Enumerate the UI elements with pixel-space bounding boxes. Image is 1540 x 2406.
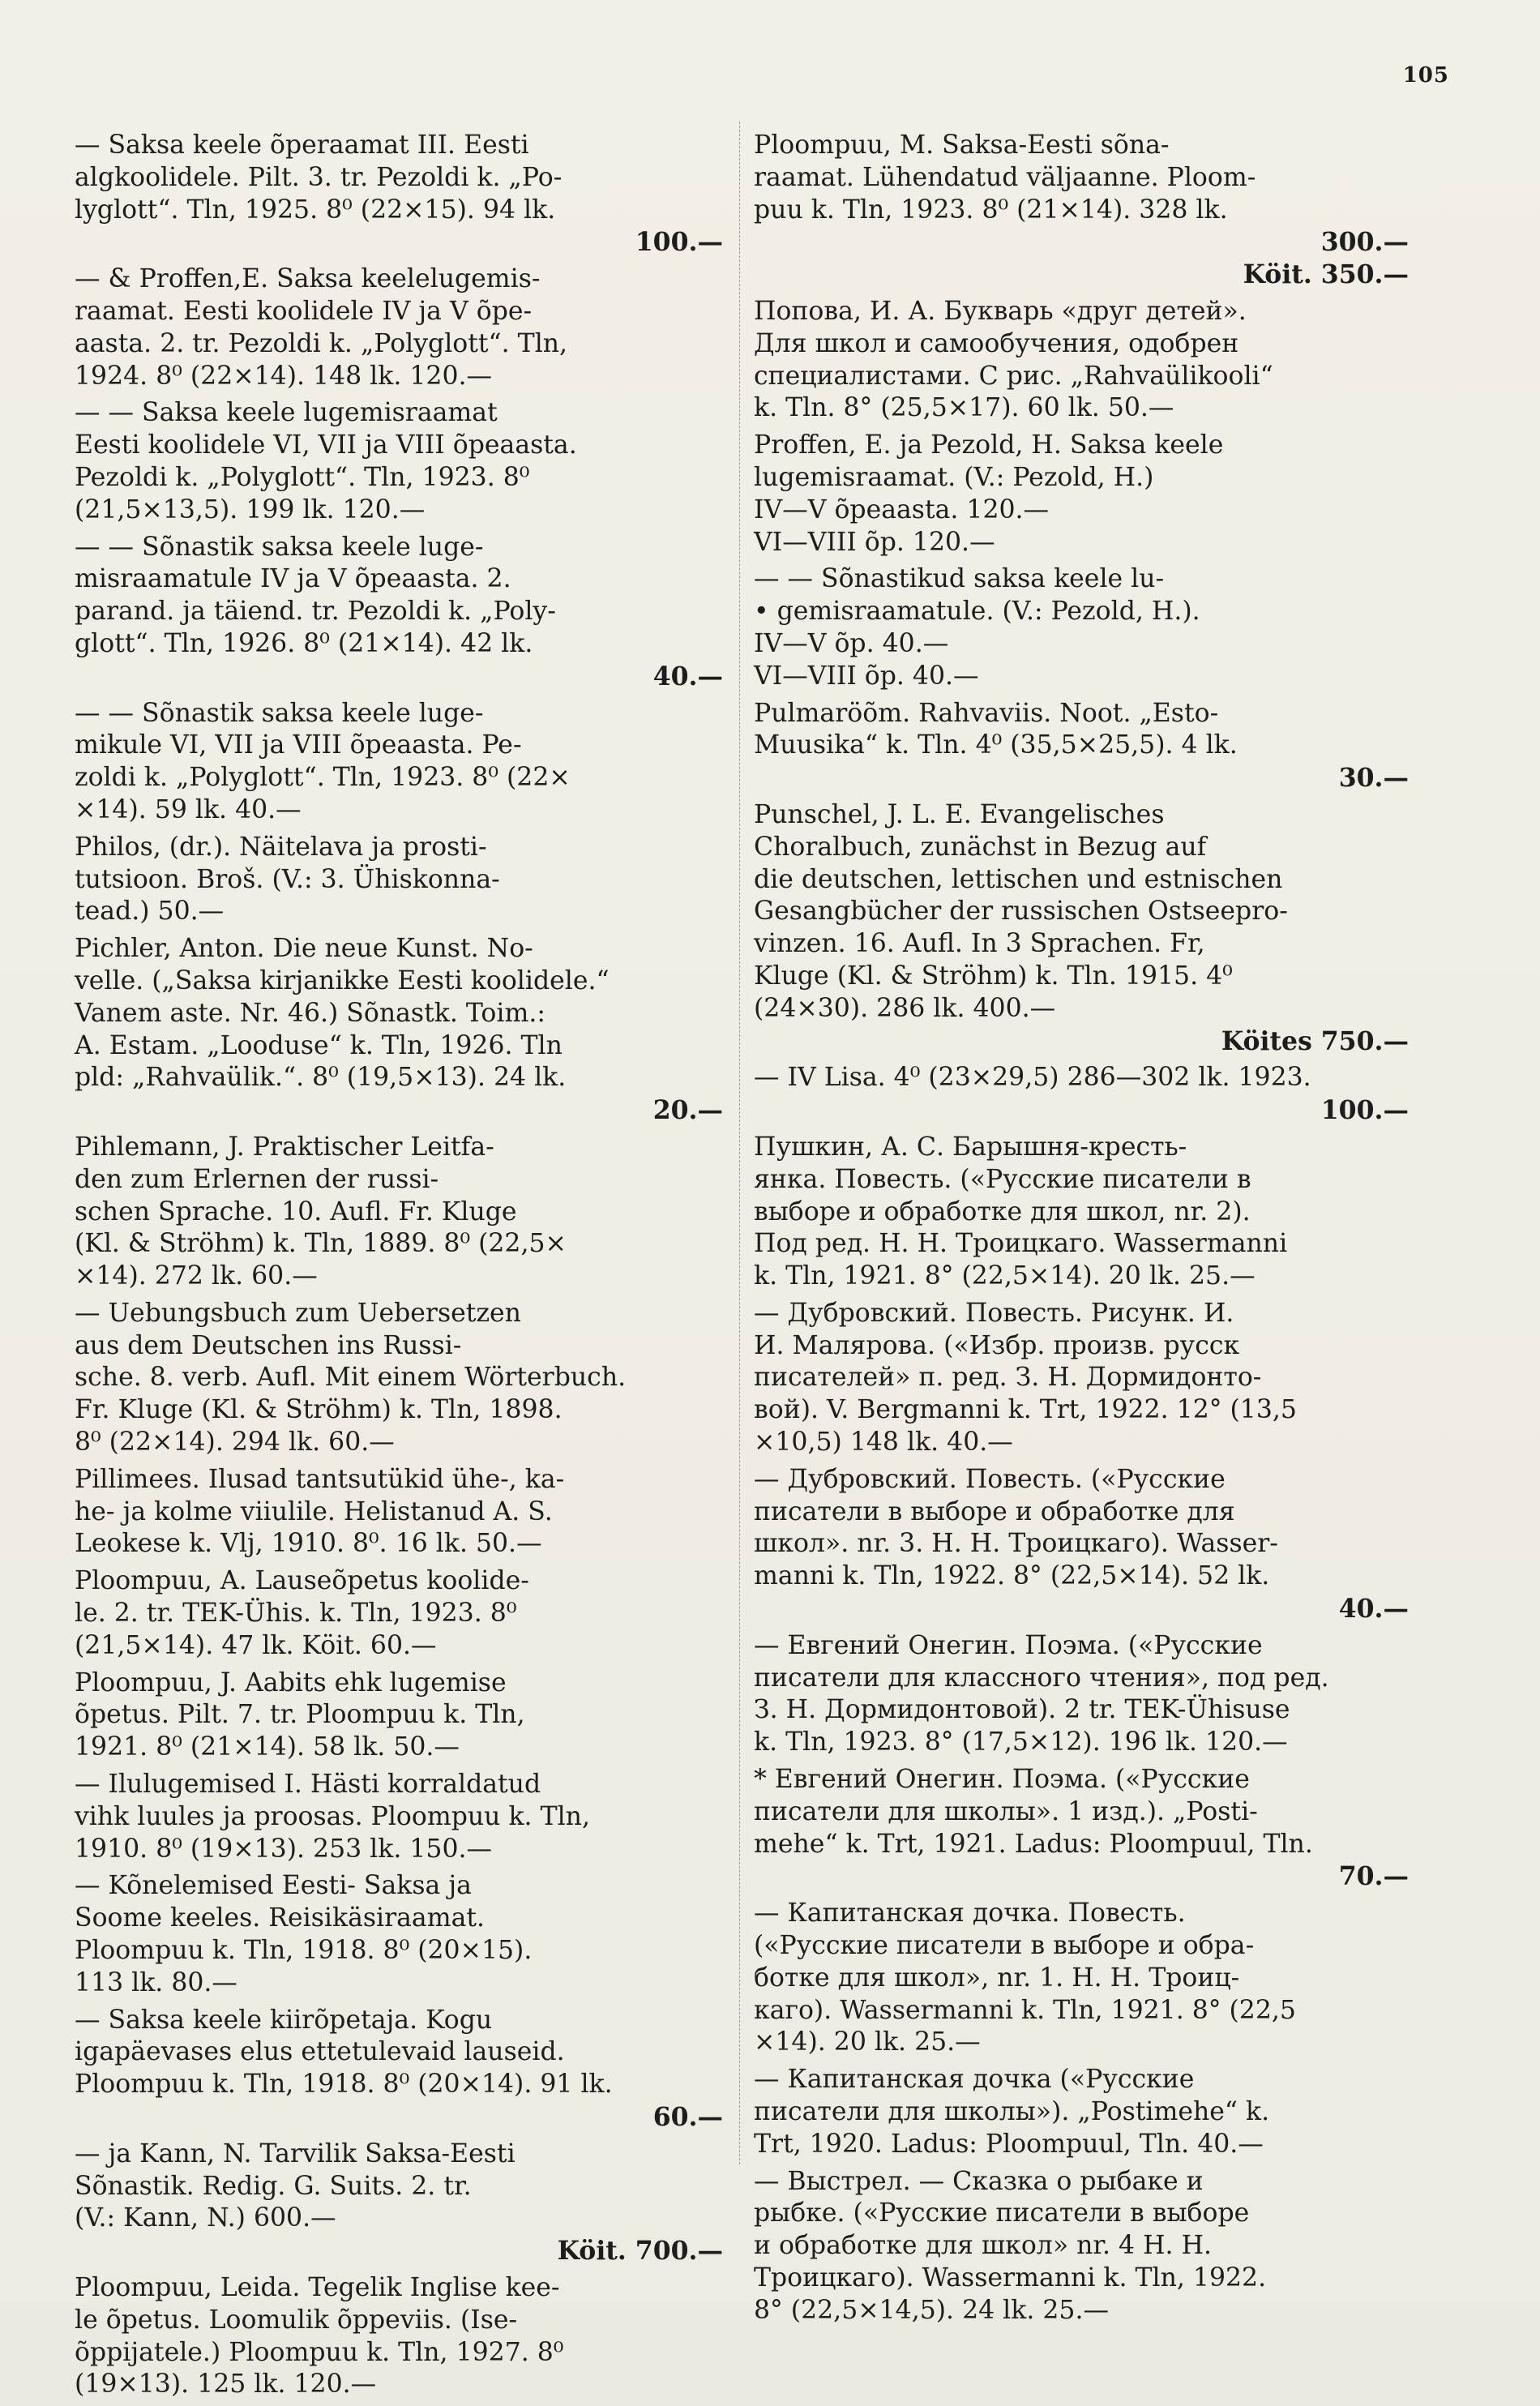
column-divider bbox=[739, 122, 740, 2164]
entry-line: Ploompuu k. Tln, 1918. 8⁰ (20×14). 91 lk. bbox=[75, 2070, 613, 2100]
entry-line: (21,5×14). 47 lk. Köit. 60.— bbox=[75, 1630, 437, 1660]
entry-line: — Ilulugemised I. Hästi korraldatud bbox=[75, 1770, 541, 1800]
entry-line: («Русские писатели в выборе и обра- bbox=[754, 1931, 1255, 1961]
entry-line: — Uebungsbuch zum Uebersetzen bbox=[75, 1298, 521, 1328]
entry-line: Троицкаго). Wassermanni k. Tln, 1922. bbox=[754, 2263, 1267, 2293]
entry-price: 60.— bbox=[652, 2102, 723, 2133]
catalog-entry bbox=[754, 1464, 1409, 1625]
entry-line: k. Tln, 1923. 8° (17,5×12). 196 lk. 120.— bbox=[754, 1727, 1288, 1757]
catalog-entry bbox=[75, 698, 723, 827]
entry-line: — — Sõnastikud saksa keele lu- bbox=[754, 564, 1165, 594]
entry-line: (V.: Kann, N.) 600.— bbox=[75, 2203, 336, 2233]
catalog-entry bbox=[754, 1898, 1409, 2059]
entry-line: Trt, 1920. Ladus: Ploompuul, Tln. 40.— bbox=[754, 2129, 1264, 2159]
entry-line: Philos, (dr.). Näitelava ja prosti- bbox=[75, 832, 487, 862]
entry-line: Pezoldi k. „Polyglott“. Tln, 1923. 8⁰ bbox=[75, 462, 530, 492]
entry-line: — Выстрел. — Сказка о рыбаке и bbox=[754, 2166, 1204, 2196]
entry-price: 30.— bbox=[1338, 763, 1409, 794]
entry-line: lyglott“. Tln, 1925. 8⁰ (22×15). 94 lk. bbox=[75, 195, 556, 225]
entry-line: õpetus. Pilt. 7. tr. Ploompuu k. Tln, bbox=[75, 1700, 525, 1730]
entry-line: — Saksa keele õperaamat III. Eesti bbox=[75, 131, 529, 160]
catalog-entry bbox=[75, 397, 723, 526]
entry-line: янка. Повесть. («Русские писатели в bbox=[754, 1164, 1251, 1194]
entry-price: 100.— bbox=[1320, 1095, 1409, 1126]
entry-line: — Дубровский. Повесть. Рисунк. И. bbox=[754, 1298, 1234, 1328]
catalog-entry bbox=[754, 1298, 1409, 1459]
entry-line: igapäevases elus ettetulevaid lauseid. bbox=[75, 2037, 565, 2067]
entry-line: выборе и обработке для школ, nr. 2). bbox=[754, 1197, 1251, 1227]
entry-line: raamat. Lühendatud väljaanne. Ploom- bbox=[754, 162, 1256, 192]
entry-line: Ploompuu, J. Aabits ehk lugemise bbox=[75, 1668, 507, 1697]
catalog-entry bbox=[75, 1870, 723, 1999]
entry-line: vihk luules ja proosas. Ploompuu k. Tln, bbox=[75, 1801, 590, 1831]
entry-line: raamat. Eesti koolidele IV ja V õpe- bbox=[75, 296, 533, 326]
catalog-entry bbox=[75, 2272, 723, 2401]
entry-line: Muusika“ k. Tln. 4⁰ (35,5×25,5). 4 lk. bbox=[754, 730, 1238, 760]
entry-line: aus dem Deutschen ins Russi- bbox=[75, 1330, 462, 1360]
entry-line: — Капитанская дочка. Повесть. bbox=[754, 1899, 1186, 1929]
entry-line: — IV Lisa. 4⁰ (23×29,5) 286—302 lk. 1923. bbox=[754, 1063, 1311, 1093]
catalog-entry bbox=[75, 1668, 723, 1764]
entry-line: Пушкин, А. С. Барышня-кресть- bbox=[754, 1132, 1187, 1162]
entry-line: писатели для школы». 1 изд.). „Posti- bbox=[754, 1796, 1258, 1826]
entry-line: — — Saksa keele lugemisraamat bbox=[75, 398, 498, 428]
catalog-entry bbox=[75, 1769, 723, 1865]
catalog-entry bbox=[754, 1764, 1409, 1893]
entry-line: lugemisraamat. (V.: Pezold, H.) bbox=[754, 462, 1154, 492]
entry-line: (24×30). 286 lk. 400.— bbox=[754, 993, 1056, 1023]
entry-line: — Дубровский. Повесть. («Русские bbox=[754, 1464, 1226, 1494]
entry-line: Vanem aste. Nr. 46.) Sõnastk. Toim.: bbox=[75, 998, 545, 1028]
entry-line: — Saksa keele kiirõpetaja. Kogu bbox=[75, 2005, 493, 2035]
entry-line: IV—V õp. 40.— bbox=[754, 628, 949, 658]
entry-price: 70.— bbox=[1338, 1861, 1409, 1892]
catalog-entry bbox=[75, 263, 723, 392]
entry-line: schen Sprache. 10. Aufl. Fr. Kluge bbox=[75, 1197, 517, 1227]
catalog-entry bbox=[754, 1062, 1409, 1127]
entry-line: le. 2. tr. TEK-Ühis. k. Tln, 1923. 8⁰ bbox=[75, 1599, 517, 1629]
entry-line: den zum Erlernen der russi- bbox=[75, 1164, 439, 1194]
entry-line: Fr. Kluge (Kl. & Ströhm) k. Tln, 1898. bbox=[75, 1395, 563, 1425]
entry-line: Gesangbücher der russischen Ostseepro- bbox=[754, 897, 1288, 927]
entry-price: 300.— bbox=[1320, 227, 1409, 258]
entry-line: Ploompuu, M. Saksa-Eesti sõna- bbox=[754, 131, 1170, 160]
entry-line: sche. 8. verb. Aufl. Mit einem Wörterbuch. bbox=[75, 1363, 627, 1393]
entry-line: 1924. 8⁰ (22×14). 148 lk. 120.— bbox=[75, 361, 492, 391]
entry-line: — & Proffen,E. Saksa keelelugemis- bbox=[75, 264, 541, 294]
entry-line: * Евгений Онегин. Поэма. («Русские bbox=[754, 1765, 1250, 1795]
entry-line: parand. ja täiend. tr. Pezoldi k. „Poly- bbox=[75, 597, 556, 627]
entry-price: Köit. 350.— bbox=[1243, 259, 1409, 290]
entry-line: — — Sõnastik saksa keele luge- bbox=[75, 698, 484, 728]
catalog-entry bbox=[75, 1132, 723, 1293]
entry-line: Choralbuch, zunächst in Bezug auf bbox=[754, 832, 1207, 862]
entry-line: mikule VI, VII ja VIII õpeaasta. Pe- bbox=[75, 730, 522, 760]
entry-line: и обработке для школ» nr. 4 Н. Н. bbox=[754, 2231, 1213, 2261]
catalog-entry bbox=[754, 698, 1409, 794]
entry-line: Sõnastik. Redig. G. Suits. 2. tr. bbox=[75, 2171, 472, 2201]
entry-line: писатели для классного чтения», под ред. bbox=[754, 1663, 1329, 1693]
entry-line: ботке для школ», nr. 1. Н. Н. Троиц- bbox=[754, 1963, 1240, 1993]
entry-line: mehe“ k. Trt, 1921. Ladus: Ploompuul, Tln. bbox=[754, 1829, 1313, 1859]
entry-line: Под ред. Н. Н. Троицкаго. Wassermanni bbox=[754, 1229, 1288, 1259]
entry-line: 8⁰ (22×14). 294 lk. 60.— bbox=[75, 1428, 395, 1458]
entry-line: Kluge (Kl. & Ströhm) k. Tln. 1915. 4⁰ bbox=[754, 961, 1233, 991]
right-column bbox=[754, 130, 1409, 2332]
entry-line: Proffen, E. ja Pezold, H. Saksa keele bbox=[754, 430, 1224, 460]
entry-line: • gemisraamatule. (V.: Pezold, H.). bbox=[754, 597, 1200, 627]
catalog-entry bbox=[75, 2138, 723, 2267]
catalog-entry bbox=[75, 933, 723, 1127]
catalog-entry bbox=[754, 2166, 1409, 2327]
entry-line: puu k. Tln, 1923. 8⁰ (21×14). 328 lk. bbox=[754, 195, 1228, 225]
catalog-entry bbox=[754, 296, 1409, 425]
entry-line: — ja Kann, N. Tarvilik Saksa-Eesti bbox=[75, 2138, 515, 2168]
entry-line: Pihlemann, J. Praktischer Leitfa- bbox=[75, 1132, 494, 1162]
entry-line: VI—VIII õp. 40.— bbox=[754, 661, 979, 691]
entry-line: Ploompuu, A. Lauseõpetus koolide- bbox=[75, 1566, 529, 1596]
catalog-entry bbox=[75, 832, 723, 928]
entry-line: — — Sõnastik saksa keele luge- bbox=[75, 532, 484, 562]
entry-line: misraamatule IV ja V õpeaasta. 2. bbox=[75, 564, 511, 594]
entry-line: З. Н. Дормидонтовой). 2 tr. TEK-Ühisuse bbox=[754, 1695, 1290, 1725]
left-column bbox=[75, 130, 723, 2406]
entry-price: 40.— bbox=[1338, 1594, 1409, 1625]
entry-price: 100.— bbox=[635, 227, 723, 258]
catalog-entry bbox=[75, 1298, 723, 1459]
entry-line: manni k. Tln, 1922. 8° (22,5×14). 52 lk. bbox=[754, 1561, 1270, 1591]
catalog-entry bbox=[75, 2005, 723, 2134]
entry-line: (19×13). 125 lk. 120.— bbox=[75, 2370, 377, 2400]
entry-line: (21,5×13,5). 199 lk. 120.— bbox=[75, 494, 426, 524]
entry-line: Pulmaröõm. Rahvaviis. Noot. „Esto- bbox=[754, 698, 1219, 728]
entry-line: Eesti koolidele VI, VII ja VIII õpeaasta. bbox=[75, 430, 577, 460]
entry-line: ×10,5) 148 lk. 40.— bbox=[754, 1428, 1013, 1458]
entry-line: Ploompuu, Leida. Tegelik Inglise kee- bbox=[75, 2273, 560, 2302]
entry-line: И. Малярова. («Избр. произв. русск bbox=[754, 1330, 1240, 1360]
entry-line: 1921. 8⁰ (21×14). 58 lk. 50.— bbox=[75, 1732, 460, 1762]
entry-line: рыбке. («Русские писатели в выборе bbox=[754, 2198, 1250, 2228]
entry-line: 1910. 8⁰ (19×13). 253 lk. 150.— bbox=[75, 1834, 492, 1864]
entry-line: A. Estam. „Looduse“ k. Tln, 1926. Tln bbox=[75, 1030, 563, 1060]
catalog-entry bbox=[75, 1565, 723, 1662]
catalog-entry bbox=[75, 130, 723, 259]
entry-line: 113 lk. 80.— bbox=[75, 1967, 237, 1997]
entry-line: VI—VIII õp. 120.— bbox=[754, 527, 995, 557]
entry-line: (Kl. & Ströhm) k. Tln, 1889. 8⁰ (22,5× bbox=[75, 1229, 567, 1259]
entry-line: õppijatele.) Ploompuu k. Tln, 1927. 8⁰ bbox=[75, 2337, 564, 2367]
entry-line: Pichler, Anton. Die neue Kunst. No- bbox=[75, 934, 533, 964]
page-number: 105 bbox=[1402, 63, 1449, 88]
catalog-entry bbox=[754, 1132, 1409, 1293]
entry-line: algkoolidele. Pilt. 3. tr. Pezoldi k. „Po- bbox=[75, 162, 563, 192]
entry-line: Попова, И. А. Букварь «друг детей». bbox=[754, 296, 1247, 326]
entry-line: le õpetus. Loomulik õppeviis. (Ise- bbox=[75, 2305, 518, 2335]
entry-price: Köites 750.— bbox=[1221, 1025, 1409, 1056]
entry-line: — Евгений Онегин. Поэма. («Русские bbox=[754, 1630, 1263, 1660]
entry-line: — Капитанская дочка («Русские bbox=[754, 2065, 1195, 2095]
entry-line: zoldi k. „Polyglott“. Tln, 1923. 8⁰ (22× bbox=[75, 763, 571, 793]
entry-line: IV—V õpeaasta. 120.— bbox=[754, 494, 1050, 524]
entry-line: die deutschen, lettischen und estnischen bbox=[754, 864, 1283, 894]
entry-line: tutsioon. Broš. (V.: 3. Ühiskonna- bbox=[75, 864, 500, 894]
entry-line: aasta. 2. tr. Pezoldi k. „Polyglott“. Tln, bbox=[75, 328, 568, 358]
entry-line: писатели в выборе и обработке для bbox=[754, 1496, 1235, 1526]
entry-line: vinzen. 16. Aufl. In 3 Sprachen. Fr, bbox=[754, 929, 1205, 959]
entry-line: ×14). 59 lk. 40.— bbox=[75, 794, 302, 824]
entry-line: velle. („Saksa kirjanikke Eesti koolidele.“ bbox=[75, 965, 610, 995]
entry-line: pld: „Rahvaülik.“. 8⁰ (19,5×13). 24 lk. bbox=[75, 1063, 567, 1093]
entry-line: — Kõnelemised Eesti- Saksa ja bbox=[75, 1871, 472, 1901]
entry-line: каго). Wassermanni k. Tln, 1921. 8° (22,5 bbox=[754, 1995, 1296, 2025]
entry-line: 8° (22,5×14,5). 24 lk. 25.— bbox=[754, 2295, 1109, 2325]
entry-price: 20.— bbox=[652, 1095, 723, 1126]
catalog-entry bbox=[754, 130, 1409, 291]
entry-price: 40.— bbox=[652, 661, 723, 691]
catalog-entry bbox=[754, 799, 1409, 1057]
entry-line: писатели для школы»). „Postimehe“ k. bbox=[754, 2097, 1270, 2127]
catalog-entry bbox=[754, 430, 1409, 559]
entry-line: tead.) 50.— bbox=[75, 897, 225, 927]
catalog-entry bbox=[75, 1464, 723, 1560]
entry-line: ×14). 272 lk. 60.— bbox=[75, 1261, 318, 1291]
entry-line: Punschel, J. L. E. Evangelisches bbox=[754, 799, 1165, 829]
catalog-entry bbox=[75, 532, 723, 693]
entry-line: k. Tln, 1921. 8° (22,5×14). 20 lk. 25.— bbox=[754, 1261, 1256, 1291]
entry-line: вой). V. Bergmanni k. Trt, 1922. 12° (13,5 bbox=[754, 1395, 1297, 1425]
entry-line: Pillimees. Ilusad tantsutükid ühe-, ka- bbox=[75, 1464, 565, 1494]
catalog-entry bbox=[754, 1630, 1409, 1759]
entry-line: k. Tln. 8° (25,5×17). 60 lk. 50.— bbox=[754, 393, 1174, 423]
entry-line: Для школ и самообучения, одобрен bbox=[754, 328, 1239, 358]
catalog-entry bbox=[754, 2064, 1409, 2160]
entry-line: glott“. Tln, 1926. 8⁰ (21×14). 42 lk. bbox=[75, 628, 533, 658]
entry-line: ×14). 20 lk. 25.— bbox=[754, 2027, 981, 2057]
entry-line: he- ja kolme viiulile. Helistanud A. S. bbox=[75, 1496, 553, 1526]
entry-price: Köit. 700.— bbox=[557, 2236, 723, 2267]
entry-line: специалистами. С рис. „Rahvaülikooli“ bbox=[754, 361, 1273, 391]
entry-line: Ploompuu k. Tln, 1918. 8⁰ (20×15). bbox=[75, 1936, 533, 1966]
entry-line: школ». nr. 3. Н. Н. Троицкаго). Wasser- bbox=[754, 1529, 1278, 1559]
catalog-entry bbox=[754, 563, 1409, 692]
entry-line: Leokese k. Vlj, 1910. 8⁰. 16 lk. 50.— bbox=[75, 1529, 542, 1559]
entry-line: Soome keeles. Reisikäsiraamat. bbox=[75, 1903, 486, 1933]
entry-line: писателей» п. ред. З. Н. Дормидонто- bbox=[754, 1363, 1262, 1393]
